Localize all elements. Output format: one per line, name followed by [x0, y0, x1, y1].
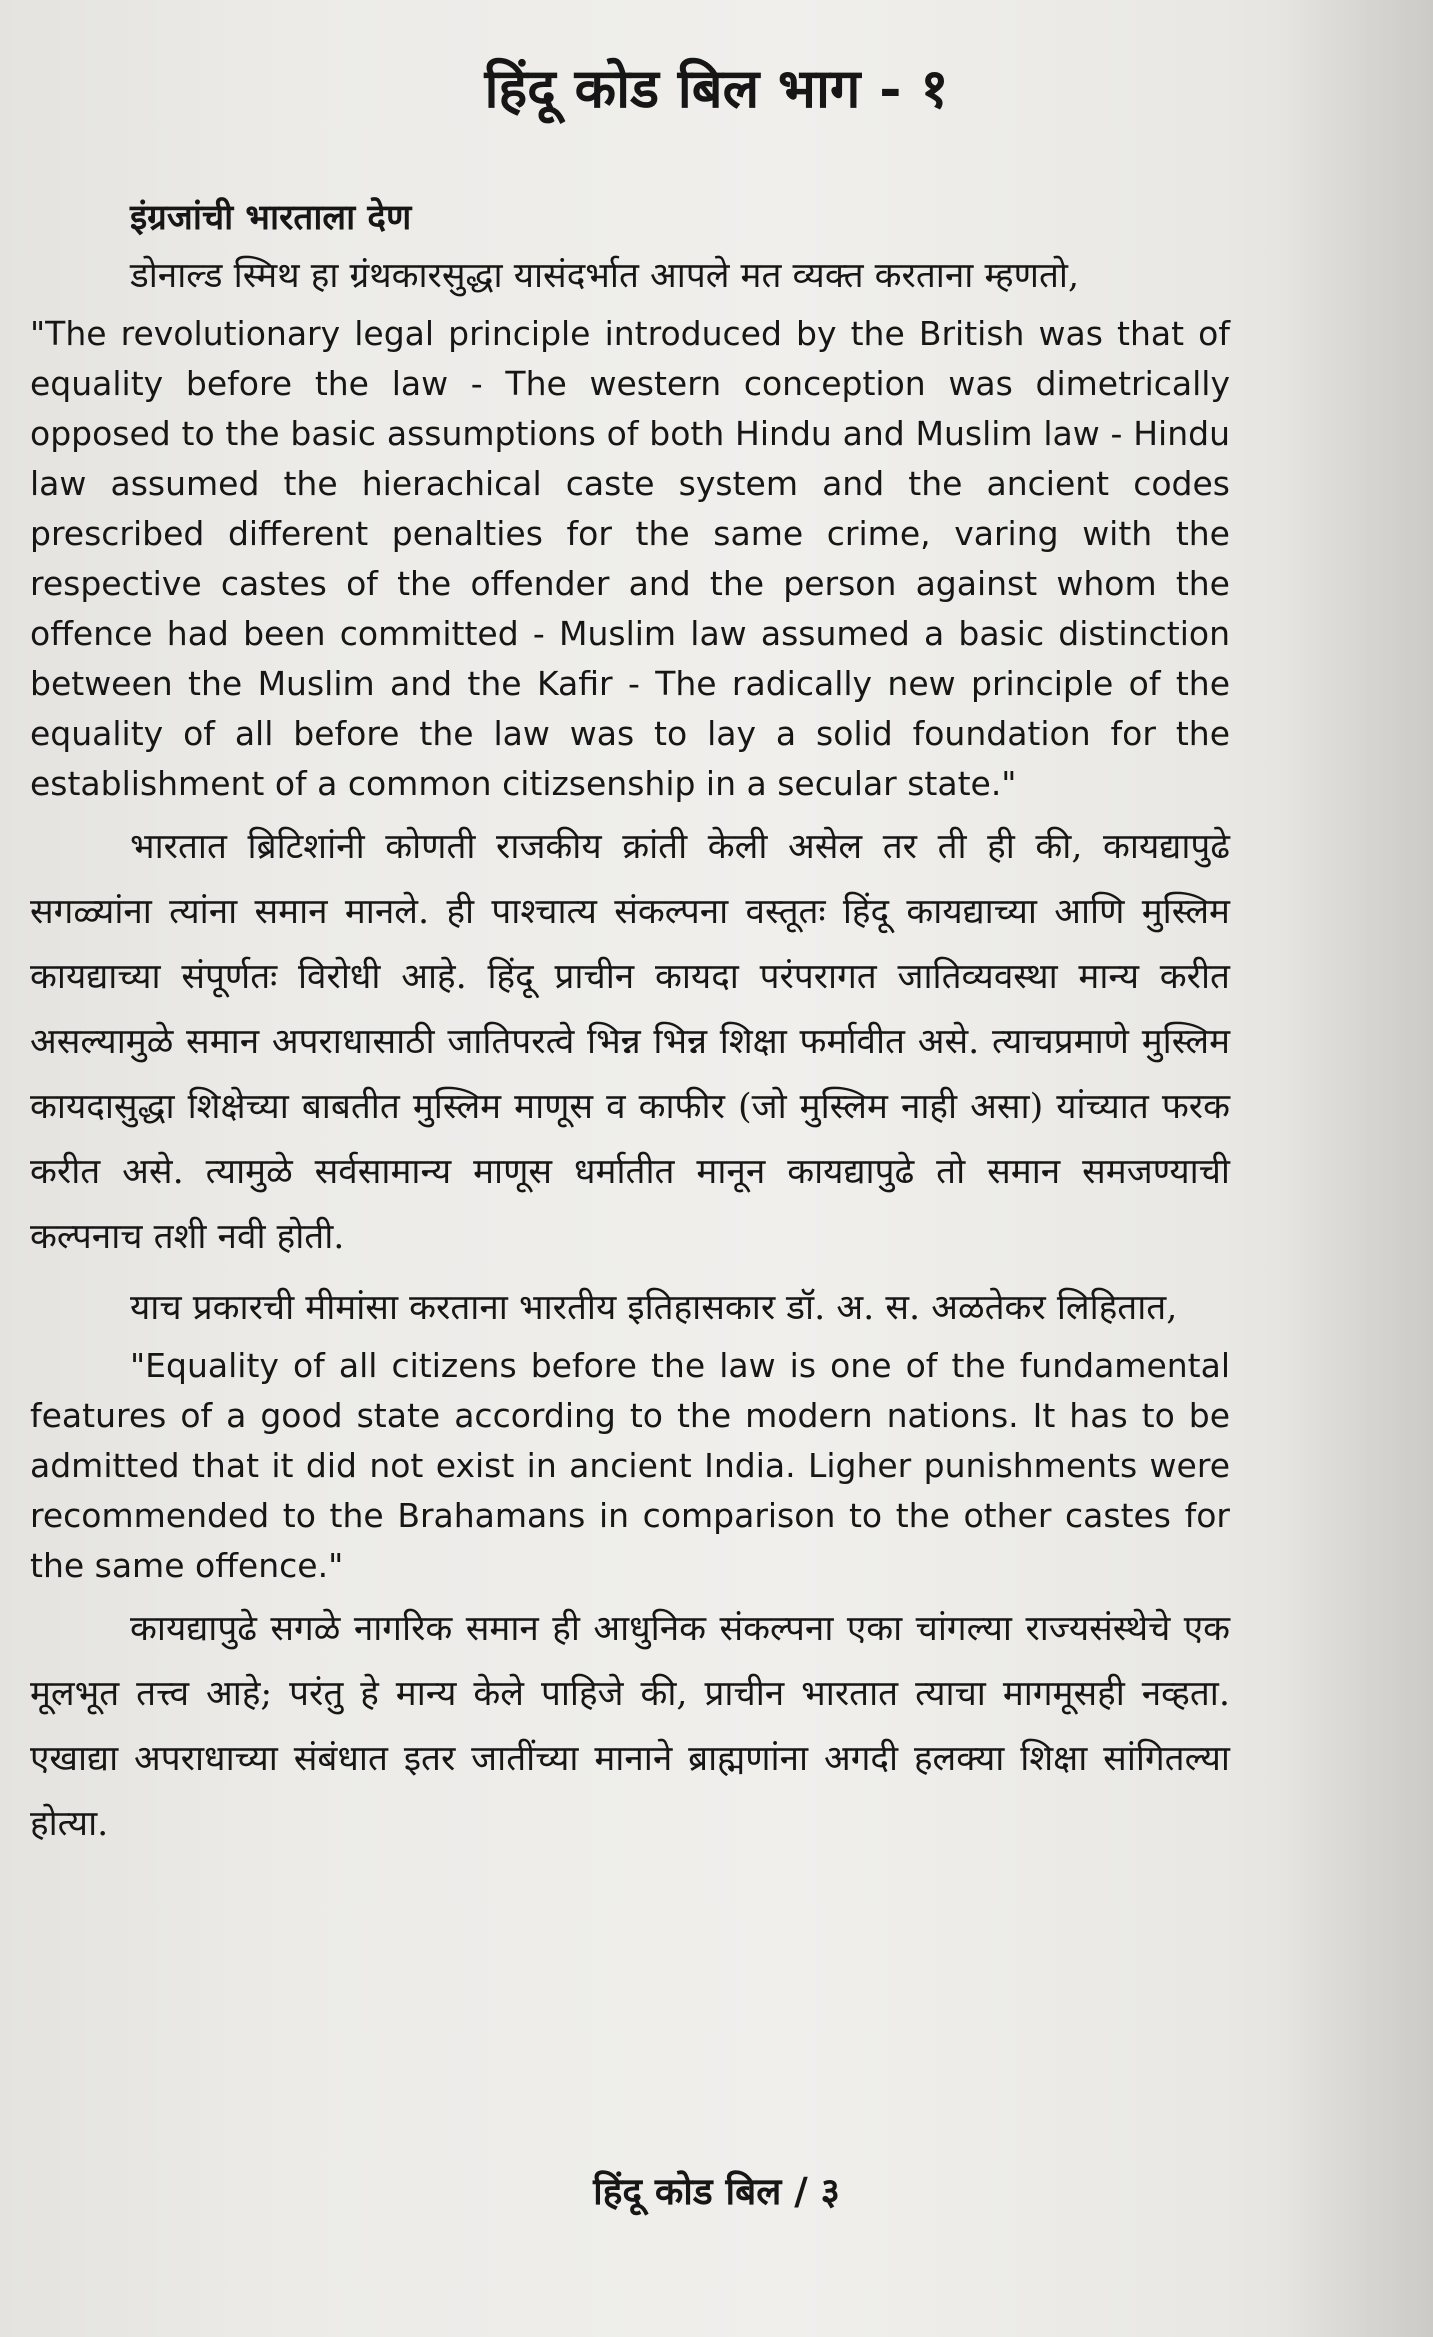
- paragraph-altekar-intro: याच प्रकारची मीमांसा करताना भारतीय इतिहासकार डॉ. अ. स. अळतेकर लिहितात,: [130, 1288, 1178, 1328]
- page-footer: हिंदू कोड बिल / ३: [593, 2169, 840, 2213]
- paragraph-british-revolution: भारतात ब्रिटिशांनी कोणती राजकीय क्रांती केली असेल तर ती ही की, कायद्यापुढे सगळ्यांना त्यांना समान मानले. ही पाश्चात्य संकल्पना वस्तूतः हिंदू कायद्याच्या आणि मुस्लिम कायद्याच्या संपूर्णतः विरोधी आहे. हिंदू प्राचीन कायदा परंपरागत जातिव्यवस्था मान्य करीत असल्यामुळे समान अपराधासाठी जातिपरत्वे भिन्न भिन्न शिक्षा फर्मावीत असे. त्याचप्रमाणे मुस्लिम कायदासुद्धा शिक्षेच्या बाबतीत मुस्लिम माणूस व काफीर (जो मुस्लिम नाही असा) यांच्यात फरक करीत असे. त्यामुळे सर्वसामान्य माणूस धर्मातीत मानून कायद्यापुढे तो समान समजण्याची कल्पनाच तशी नवी होती.: [30, 827, 1230, 1257]
- page-title: हिंदू कोड बिल भाग - १: [484, 56, 949, 120]
- page-gutter-shadow: [1283, 0, 1433, 2337]
- quote-block-altekar: "Equality of all citizens before the law is one of the fundamental features of a good state according to the modern nations. It has to be admitted that it did not exist in ancient India. Ligher punishments were recommended to the Brahamans in comparison to the other castes for the same offence.": [30, 1346, 1230, 1585]
- quote-block-smith: "The revolutionary legal principle introduced by the British was that of equality before the law - The western conception was dimetrically opposed to the basic assumptions of both Hindu and Muslim law - Hindu law assumed the hierachical caste system and the ancient codes prescribed different penalties for the same crime, varing with the respective castes of the offender and the person against whom the offence had been committed - Muslim law assumed a basic distinction between the Muslim and the Kafir - The radically new principle of the equality of all before the law was to lay a solid foundation for the establishment of a common citizsenship in a secular state.": [30, 314, 1230, 803]
- section-heading: इंग्रजांची भारताला देण: [130, 197, 412, 238]
- paragraph-intro: डोनाल्ड स्मिथ हा ग्रंथकारसुद्धा यासंदर्भात आपले मत व्यक्त करताना म्हणतो,: [130, 256, 1080, 296]
- paragraph-conclusion: कायद्यापुढे सगळे नागरिक समान ही आधुनिक संकल्पना एका चांगल्या राज्यसंस्थेचे एक मूलभूत तत्त्व आहे; परंतु हे मान्य केले पाहिजे की, प्राचीन भारतात त्याचा मागमूसही नव्हता. एखाद्या अपराधाच्या संबंधात इतर जातींच्या मानाने ब्राह्मणांना अगदी हलक्या शिक्षा सांगितल्या होत्या.: [30, 1609, 1230, 1844]
- page-body: [30, 192, 1230, 2112]
